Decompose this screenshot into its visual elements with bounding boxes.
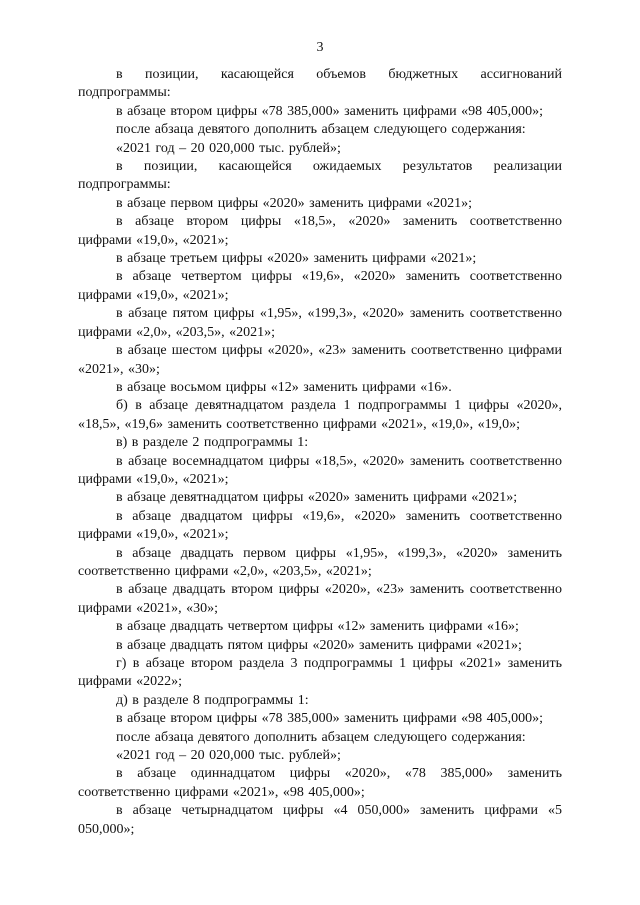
- paragraph: после абзаца девятого дополнить абзацем следующего содержания:: [116, 729, 526, 745]
- paragraph: г) в абзаце втором раздела 3 подпрограммы 1 цифры «2021» заменить цифрами «2022»;: [78, 656, 562, 690]
- paragraph: в абзаце шестом цифры «2020», «23» заменить соответственно цифрами «2021», «30»;: [78, 343, 562, 377]
- paragraph: в абзаце двадцать первом цифры «1,95», «199,3», «2020» заменить соответственно цифрами «2,0», «203,5», «2021»;: [78, 545, 562, 579]
- paragraph: в абзаце третьем цифры «2020» заменить цифрами «2021»;: [116, 251, 477, 267]
- page-number: 3: [316, 40, 324, 55]
- paragraph: в абзаце девятнадцатом цифры «2020» заменить цифрами «2021»;: [116, 490, 518, 506]
- paragraph: в абзаце четырнадцатом цифры «4 050,000» заменить цифрами «5 050,000»;: [78, 803, 562, 837]
- paragraph: в абзаце пятом цифры «1,95», «199,3», «2020» заменить соответственно цифрами «2,0», «203,5», «2021»;: [78, 306, 562, 340]
- paragraph: д) в разделе 8 подпрограммы 1:: [116, 692, 309, 708]
- paragraph: в абзаце восьмом цифры «12» заменить цифрами «16».: [116, 379, 452, 395]
- paragraph: в абзаце двадцатом цифры «19,6», «2020» заменить соответственно цифрами «19,0», «2021»;: [78, 508, 562, 543]
- document-body: [78, 66, 562, 839]
- paragraph: в абзаце втором цифры «78 385,000» заменить цифрами «98 405,000»;: [116, 711, 543, 727]
- paragraph: в позиции, касающейся ожидаемых результатов реализации подпрограммы:: [78, 159, 562, 193]
- paragraph: «2021 год – 20 020,000 тыс. рублей»;: [116, 140, 341, 156]
- paragraph: в абзаце восемнадцатом цифры «18,5», «2020» заменить соответственно цифрами «19,0», «2021»;: [78, 453, 562, 487]
- paragraph: в абзаце двадцать четвертом цифры «12» заменить цифрами «16»;: [116, 619, 519, 635]
- paragraph: в абзаце втором цифры «78 385,000» заменить цифрами «98 405,000»;: [116, 103, 543, 119]
- paragraph: после абзаца девятого дополнить абзацем следующего содержания:: [116, 122, 526, 138]
- paragraph: «2021 год – 20 020,000 тыс. рублей»;: [116, 748, 341, 764]
- paragraph: в абзаце двадцать пятом цифры «2020» заменить цифрами «2021»;: [116, 637, 522, 653]
- paragraph: в абзаце первом цифры «2020» заменить цифрами «2021»;: [116, 195, 472, 211]
- paragraph: в абзаце четвертом цифры «19,6», «2020» заменить соответственно цифрами «19,0», «2021»;: [78, 269, 562, 303]
- paragraph: в) в разделе 2 подпрограммы 1:: [116, 435, 309, 451]
- paragraph: б) в абзаце девятнадцатом раздела 1 подпрограммы 1 цифры «2020», «18,5», «19,6» заменить соответственно цифрами «2021», «19,0», «19,0»;: [78, 398, 562, 432]
- paragraph: в позиции, касающейся объемов бюджетных ассигнований подпрограммы:: [78, 67, 562, 101]
- paragraph: в абзаце двадцать втором цифры «2020», «23» заменить соответственно цифрами «2021», «30»;: [78, 582, 562, 616]
- paragraph: в абзаце одиннадцатом цифры «2020», «78 385,000» заменить соответственно цифрами «2021», «98 405,000»;: [78, 766, 562, 800]
- paragraph: в абзаце втором цифры «18,5», «2020» заменить соответственно цифрами «19,0», «2021»;: [78, 214, 562, 248]
